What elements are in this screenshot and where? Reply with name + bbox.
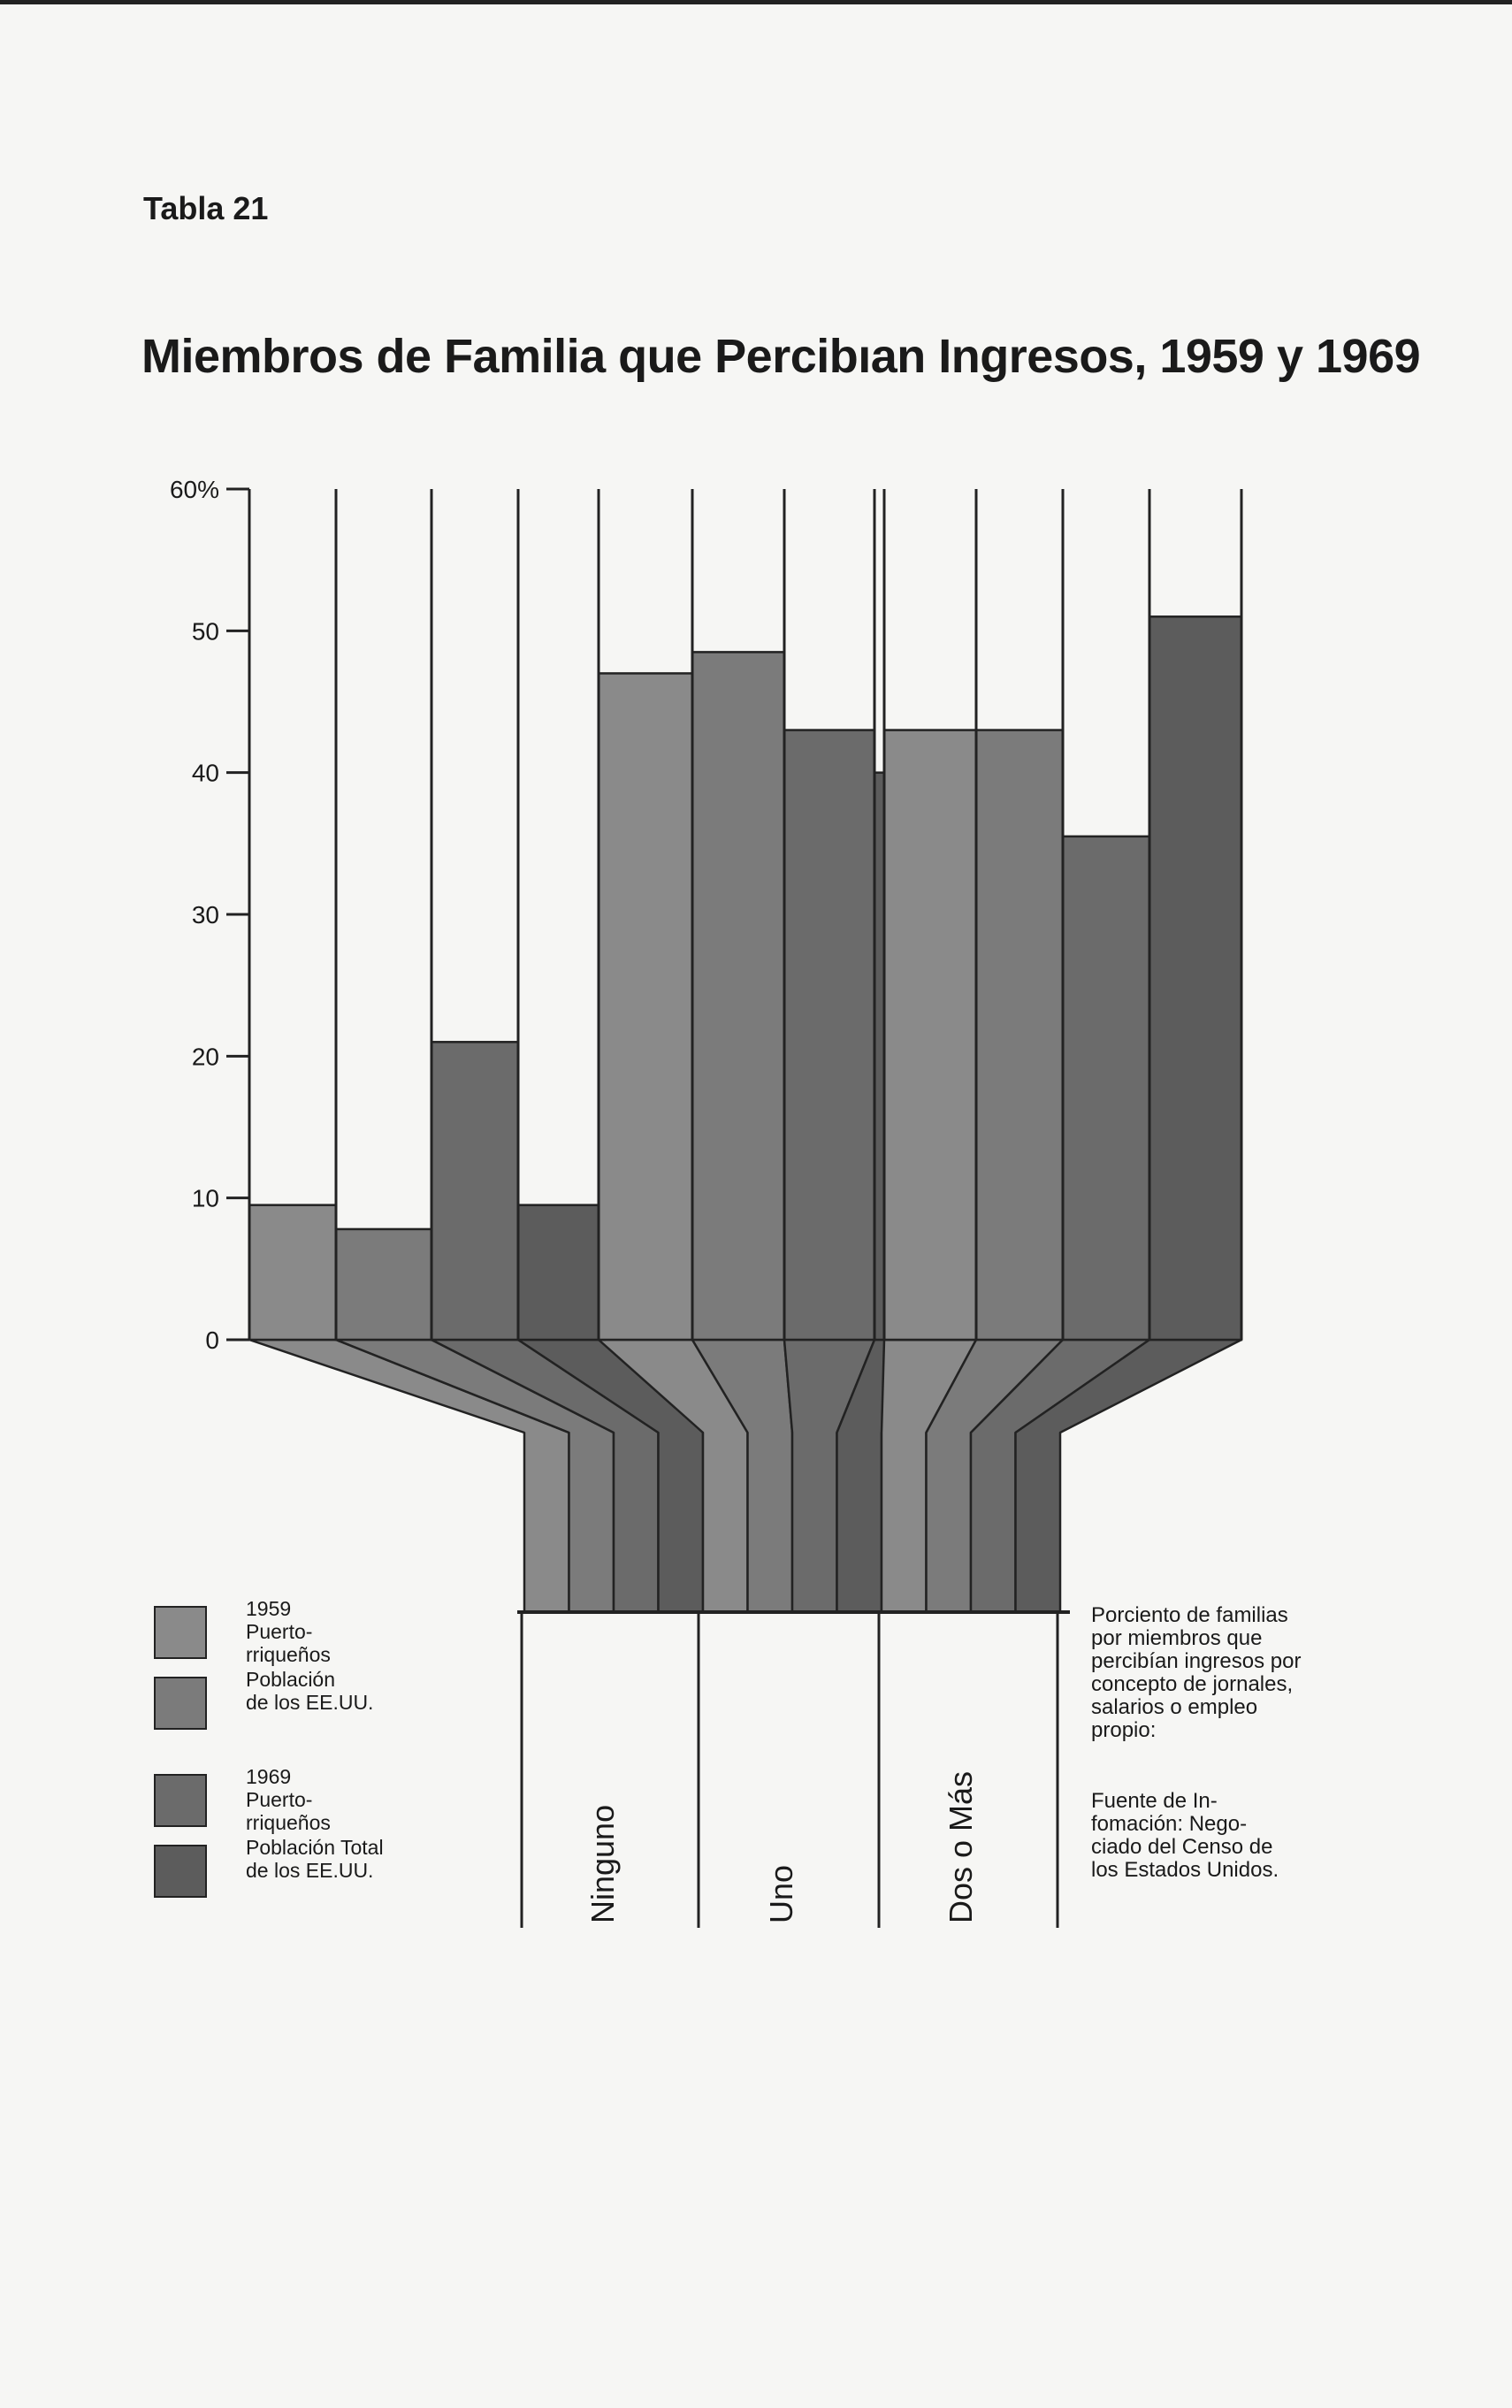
y-tick-label: 0	[205, 1326, 219, 1354]
legend	[154, 1597, 437, 1915]
legend-item-pr-1959	[154, 1597, 437, 1677]
bar-ninguno-1	[249, 1205, 336, 1340]
bar-dos-o-más-4	[1149, 616, 1241, 1340]
column-bg-ninguno-2	[336, 489, 431, 1340]
legend-swatch	[154, 1677, 207, 1730]
category-label-uno: Uno	[763, 1864, 799, 1923]
y-tick-label: 10	[191, 1184, 219, 1212]
bar-ninguno-2	[336, 1229, 431, 1340]
legend-label: Población de los EE.UU.	[246, 1668, 374, 1714]
legend-label: 1969 Puerto- rriqueños	[246, 1765, 331, 1834]
legend-label: 1959 Puerto- rriqueños	[246, 1597, 331, 1666]
y-tick-label: 20	[191, 1043, 219, 1071]
table-label: Tabla 21	[143, 190, 269, 226]
legend-swatch	[154, 1774, 207, 1827]
bar-uno-3	[784, 730, 874, 1340]
bar-uno-2	[692, 652, 784, 1340]
legend-item-pr-1969	[154, 1765, 437, 1845]
legend-item-us-1959	[154, 1668, 437, 1747]
y-tick-label: 40	[191, 759, 219, 787]
y-tick-label: 60%	[169, 476, 219, 503]
legend-swatch	[154, 1845, 207, 1898]
bar-dos-o-más-1	[884, 730, 976, 1340]
source-note: Fuente de In- fomación: Nego- ciado del Censo de los Estados Unidos.	[1091, 1789, 1279, 1882]
chart-title: Miembros de Familia que Percibıan Ingresos, 1959 y 1969	[141, 330, 1421, 383]
bar-uno-1	[599, 673, 692, 1340]
category-label-dos-o-más: Dos o Más	[943, 1770, 979, 1923]
bar-ninguno-3	[431, 1042, 518, 1340]
bar-dos-o-más-2	[976, 730, 1063, 1340]
chart-note: Porciento de familias por miembros que percibían ingresos por concepto de jornales, salarios o empleo propio:	[1091, 1603, 1302, 1742]
legend-item-us-1969	[154, 1836, 437, 1915]
legend-swatch	[154, 1606, 207, 1659]
y-tick-label: 50	[191, 617, 219, 646]
legend-label: Población Total de los EE.UU.	[246, 1836, 384, 1882]
bar-dos-o-más-3	[1063, 837, 1149, 1340]
category-label-ninguno: Ninguno	[584, 1804, 621, 1923]
bar-ninguno-4	[518, 1205, 605, 1340]
y-tick-label: 30	[191, 901, 219, 929]
